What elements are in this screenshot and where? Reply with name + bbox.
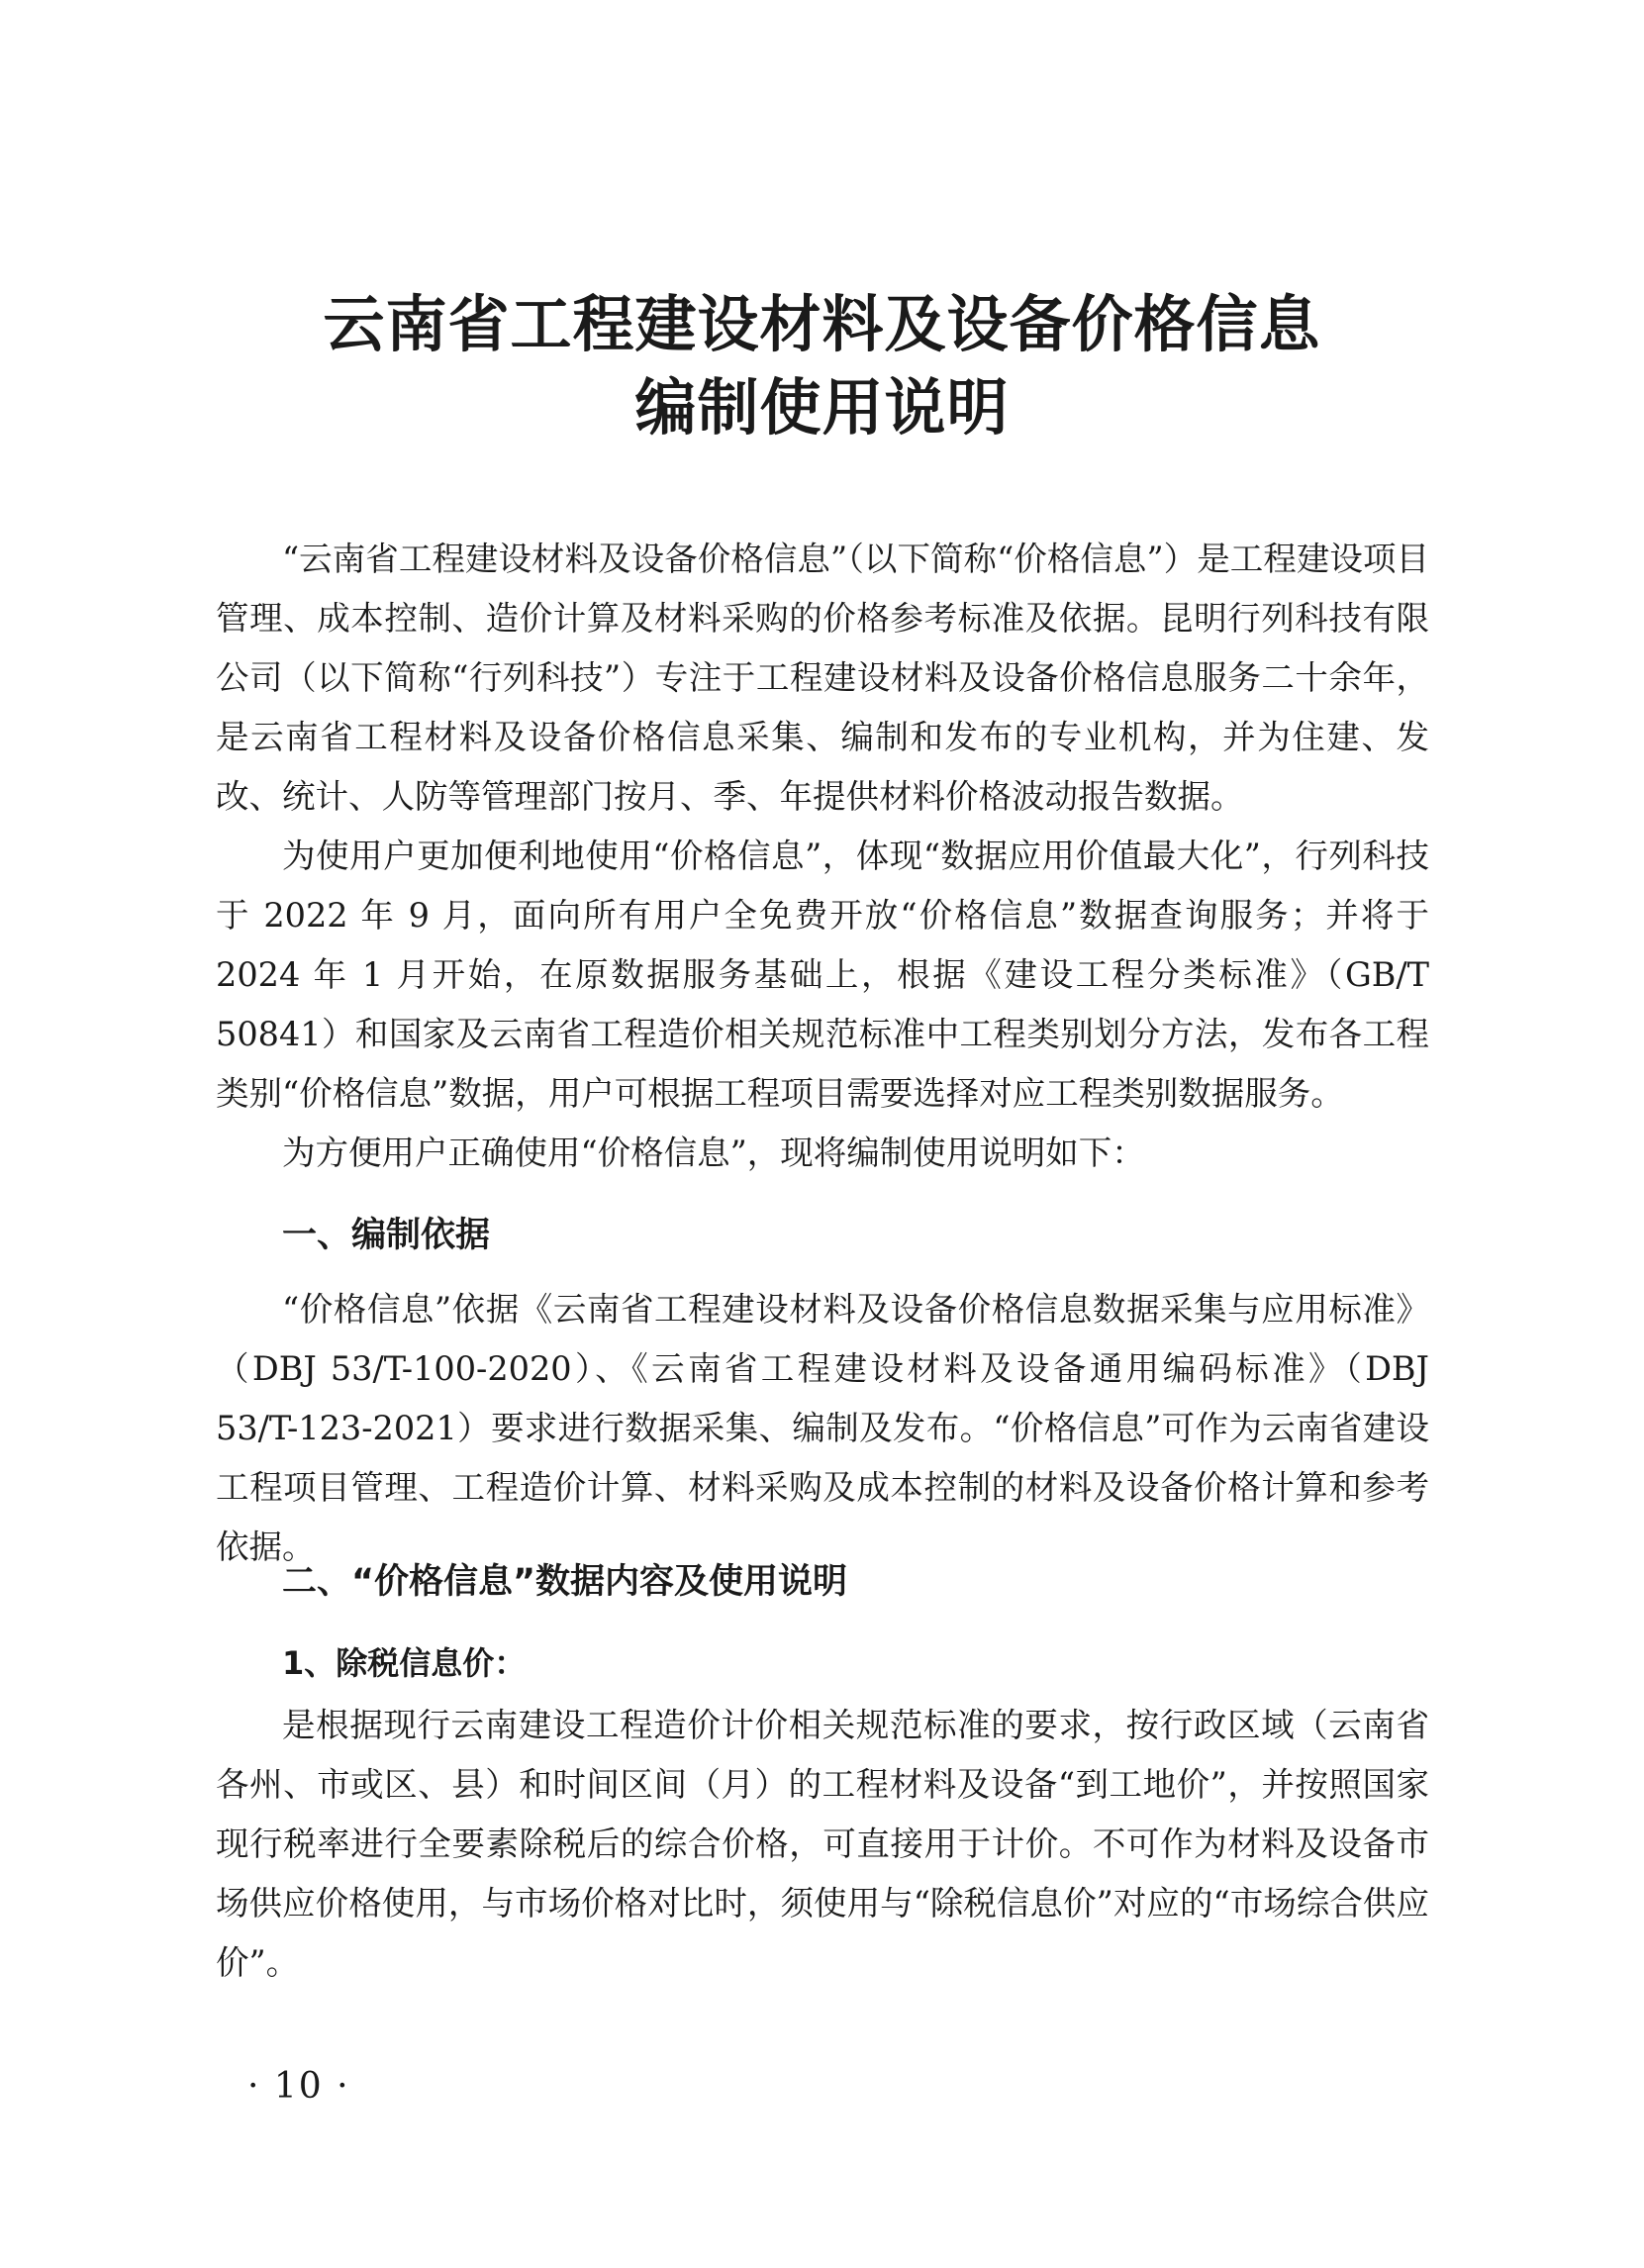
- subsection-1-body: [216, 1696, 1429, 1993]
- page-number: · 10 ·: [247, 2066, 350, 2107]
- section-1-body: [216, 1280, 1429, 1577]
- intro-paragraph-1: “云南省工程建设材料及设备价格信息”（以下简称“价格信息”）是工程建设项目管理、成本控制、造价计算及材料采购的价格参考标准及依据。昆明行列科技有限公司（以下简称“行列科技”）专注于工程建设材料及设备价格信息服务二十余年，是云南省工程材料及设备价格信息采集、编制和发布的专业机构，并为住建、发改、统计、人防等管理部门按月、季、年提供材料价格波动报告数据。: [216, 540, 1429, 816]
- intro-paragraph-3: 为方便用户正确使用“价格信息”，现将编制使用说明如下：: [282, 1134, 1145, 1172]
- section-2-heading: 二、“价格信息”数据内容及使用说明: [282, 1562, 848, 1602]
- intro-paragraph-2: 为使用户更加便利地使用“价格信息”，体现“数据应用价值最大化”，行列科技于 2022 年 9 月，面向所有用户全免费开放“价格信息”数据查询服务；并将于 2024 年 1 月开始，在原数据服务基础上，根据《建设工程分类标准》（GB/T 50841）和国家及云南省工程造价相关规范标准中工程类别划分方法，发布各工程类别“价格信息”数据，用户可根据工程项目需要选择对应工程类别数据服务。: [216, 837, 1429, 1113]
- document-title-line-2: 编制使用说明: [634, 371, 1010, 444]
- intro-section: [216, 530, 1429, 1183]
- subsection-1-paragraph: 是根据现行云南建设工程造价计价相关规范标准的要求，按行政区域（云南省各州、市或区、县）和时间区间（月）的工程材料及设备“到工地价”，并按照国家现行税率进行全要素除税后的综合价格，可直接用于计价。不可作为材料及设备市场供应价格使用，与市场价格对比时，须使用与“除税信息价”对应的“市场综合供应价”。: [216, 1706, 1429, 1982]
- section-1-paragraph: “价格信息”依据《云南省工程建设材料及设备价格信息数据采集与应用标准》（DBJ 53/T-100-2020）、《云南省工程建设材料及设备通用编码标准》（DBJ 53/T-123-2021）要求进行数据采集、编制及发布。“价格信息”可作为云南省建设工程项目管理、工程造价计算、材料采购及成本控制的材料及设备价格计算和参考依据。: [216, 1290, 1429, 1566]
- section-1-heading: 一、编制依据: [282, 1216, 491, 1255]
- document-title-line-1: 云南省工程建设材料及设备价格信息: [323, 288, 1321, 360]
- subsection-1-heading: 1、除税信息价：: [282, 1644, 527, 1682]
